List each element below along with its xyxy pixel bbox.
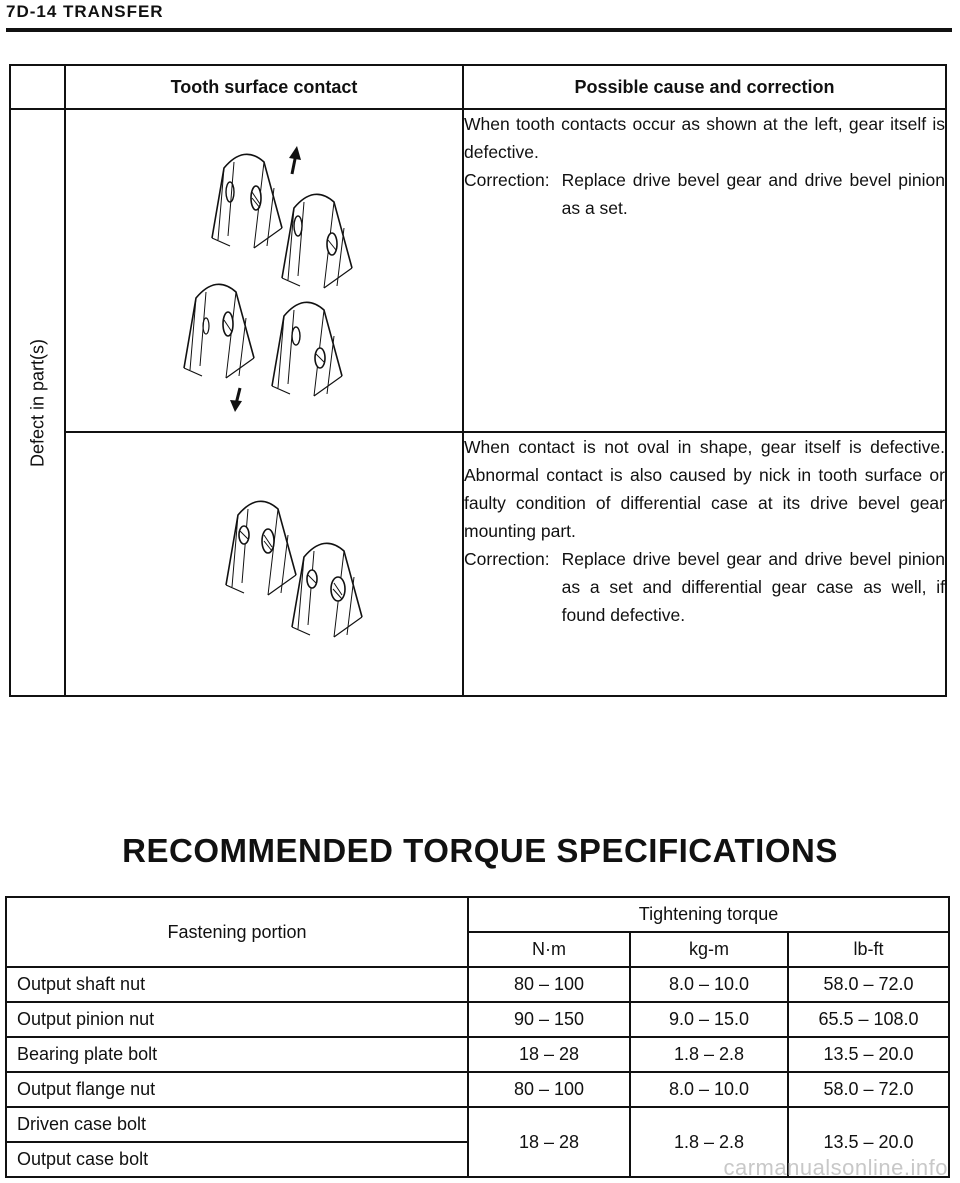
col-possible-cause: Possible cause and correction [463, 65, 946, 109]
cause-description-1: When tooth contacts occur as shown at the left, gear itself is defective. [464, 114, 945, 162]
torque-section-title: RECOMMENDED TORQUE SPECIFICATIONS [122, 832, 838, 869]
table-row [6, 1072, 949, 1107]
contact-figure-cell-2 [65, 432, 463, 696]
correction-text-1: Replace drive bevel gear and drive bevel pinion as a set. [561, 170, 945, 218]
correction-label: Correction: [464, 549, 550, 569]
gear-tooth-drawing [184, 284, 254, 378]
table-row [6, 1037, 949, 1072]
fastening-portion: Output flange nut [6, 1072, 468, 1107]
header-rule [6, 28, 952, 32]
col-tightening-torque: Tightening torque [468, 897, 949, 932]
fastening-portion: Output shaft nut [6, 967, 468, 1002]
cause-description-2: When contact is not oval in shape, gear itself is defective. Abnormal contact is also caused by nick in tooth surface or faulty condition of differential case at its drive bevel gear mounting part. [464, 437, 945, 541]
torque-kgm: 1.8 – 2.8 [630, 1037, 788, 1072]
gear-tooth-drawing [212, 154, 282, 248]
gear-tooth-contact-figure-2 [114, 433, 414, 691]
torque-table [5, 896, 950, 1178]
fastening-portion: Driven case bolt [6, 1107, 468, 1142]
correction-text-2: Replace drive bevel gear and drive bevel pinion as a set and differential gear case as well, if found defective. [561, 549, 945, 625]
torque-nm: 90 – 150 [468, 1002, 630, 1037]
torque-kgm: 8.0 – 10.0 [630, 967, 788, 1002]
correction-1 [464, 166, 945, 222]
blank-corner-cell [10, 65, 65, 109]
gear-tooth-drawing [292, 543, 362, 637]
cause-cell-1 [463, 109, 946, 432]
torque-lbft: 58.0 – 72.0 [788, 967, 949, 1002]
col-tooth-surface-contact: Tooth surface contact [65, 65, 463, 109]
cause-cell-2 [463, 432, 946, 696]
page-header: 7D-14 TRANSFER [6, 2, 164, 21]
torque-nm: 18 – 28 [468, 1037, 630, 1072]
torque-kgm: 8.0 – 10.0 [630, 1072, 788, 1107]
defect-table [9, 64, 947, 697]
torque-nm: 80 – 100 [468, 1072, 630, 1107]
fastening-portion: Output case bolt [6, 1142, 468, 1177]
torque-kgm: 9.0 – 15.0 [630, 1002, 788, 1037]
gear-tooth-drawing [226, 501, 296, 595]
defect-in-parts-label: Defect in part(s) [27, 338, 47, 467]
side-label-cell [10, 109, 65, 696]
gear-tooth-contact-figure-1 [114, 110, 414, 428]
arrow-down-icon [230, 388, 242, 412]
fastening-portion: Output pinion nut [6, 1002, 468, 1037]
torque-nm: 18 – 28 [468, 1107, 630, 1177]
unit-nm: N·m [468, 932, 630, 967]
torque-nm: 80 – 100 [468, 967, 630, 1002]
gear-tooth-drawing [282, 194, 352, 288]
table-row [6, 1002, 949, 1037]
torque-kgm: 1.8 – 2.8 [630, 1107, 788, 1177]
correction-2 [464, 545, 945, 629]
col-fastening-portion: Fastening portion [6, 897, 468, 967]
correction-label: Correction: [464, 170, 550, 190]
torque-lbft: 58.0 – 72.0 [788, 1072, 949, 1107]
contact-figure-cell-1 [65, 109, 463, 432]
gear-tooth-drawing [272, 302, 342, 396]
torque-lbft: 13.5 – 20.0 [788, 1037, 949, 1072]
table-row [6, 1107, 949, 1142]
unit-kgm: kg-m [630, 932, 788, 967]
watermark: carmanualsonline.info [723, 1155, 948, 1180]
arrow-up-icon [289, 146, 301, 174]
torque-lbft: 13.5 – 20.0 [788, 1107, 949, 1177]
fastening-portion: Bearing plate bolt [6, 1037, 468, 1072]
torque-lbft: 65.5 – 108.0 [788, 1002, 949, 1037]
unit-lbft: lb-ft [788, 932, 949, 967]
table-row [6, 967, 949, 1002]
